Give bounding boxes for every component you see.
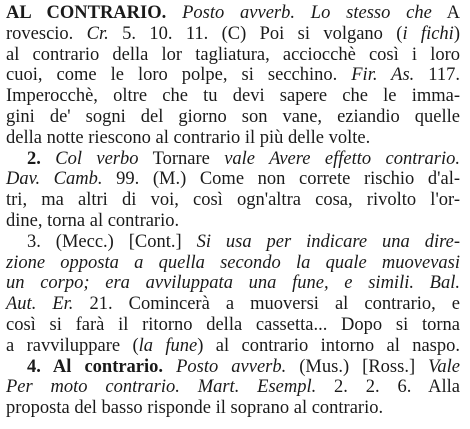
- text-run: 117.: [414, 65, 460, 86]
- text-line: [6, 107, 460, 128]
- text-line: [6, 398, 460, 419]
- text-run: 21. Comincerà a muoversi al contrario, e: [73, 294, 461, 315]
- text-run: ): [453, 23, 460, 44]
- text-run: così si farà il ritorno della cassetta... Dopo si torna: [6, 314, 460, 335]
- text-line: [6, 86, 460, 107]
- text-line: [6, 45, 460, 66]
- text-line: [6, 149, 460, 170]
- text-run: (Mus.) [Ross.]: [286, 356, 429, 377]
- text-run: A: [431, 3, 461, 23]
- bold-text: AL CONTRARIO.: [6, 3, 167, 23]
- text-line: [6, 357, 460, 378]
- text-line: [6, 128, 460, 149]
- text-line: [6, 315, 460, 336]
- italic-text: Fir. As.: [351, 65, 415, 86]
- text-run: dine, torna al contrario.: [6, 210, 180, 231]
- italic-text: Per moto contrario. Mart. Esempl.: [6, 377, 317, 398]
- italic-text: vale Avere effetto contrario.: [224, 148, 461, 169]
- text-line: [6, 377, 460, 398]
- text-run: [166, 3, 182, 23]
- italic-text: Si usa per indicare una dire-: [196, 231, 460, 252]
- text-line: [6, 24, 460, 45]
- text-run: 5. 10. 11. (C) Poi si volgano (: [108, 23, 403, 44]
- italic-text: zione opposta a quella secondo la quale muovevasi: [6, 252, 460, 273]
- text-run: Tornare: [138, 148, 225, 169]
- italic-text: la fune: [138, 335, 198, 356]
- text-run: 2. 2. 6. Alla: [316, 377, 460, 398]
- text-line: [6, 169, 460, 190]
- dictionary-entry: [6, 3, 460, 419]
- text-run: Imperocchè, oltre che tu devi sapere che le imma-: [6, 86, 460, 107]
- italic-text: un corpo; era avviluppata una fune, e simili. Bal.: [6, 273, 460, 294]
- text-run: cuoi, come le loro polpe, si secchino.: [6, 65, 352, 86]
- text-line: [6, 65, 460, 86]
- italic-text: Cr.: [86, 23, 109, 44]
- bold-text: 4. Al contrario.: [27, 356, 177, 377]
- text-line: [6, 232, 460, 253]
- text-run: a ravviluppare (: [6, 335, 139, 356]
- text-run: 3. (Mecc.) [Cont.]: [27, 231, 197, 252]
- italic-text: Posto avverb.: [176, 356, 287, 377]
- italic-text: i fichi: [402, 23, 454, 44]
- text-run: della notte riescono al contrario il più delle volte.: [6, 127, 371, 148]
- text-run: 99. (M.) Come non correte rischio d'al-: [102, 169, 460, 190]
- italic-text: Posto avverb. Lo stesso che: [182, 3, 432, 23]
- text-run: rovescio.: [6, 23, 87, 44]
- text-line: [6, 211, 460, 232]
- italic-text: Col verbo: [55, 148, 139, 169]
- text-run: ) al contrario intorno al naspo.: [197, 335, 460, 356]
- bold-text: 2.: [27, 148, 56, 169]
- italic-text: Aut. Er.: [6, 294, 74, 315]
- text-line: [6, 336, 460, 357]
- italic-text: Dav. Camb.: [6, 169, 103, 190]
- text-run: gini de' sogni del giorno son vane, eziandio quelle: [6, 106, 460, 127]
- text-line: [6, 273, 460, 294]
- italic-text: Vale: [428, 356, 461, 377]
- text-line: [6, 3, 460, 24]
- text-line: [6, 190, 460, 211]
- text-run: tri, ma altri di voi, così ogn'altra cosa, rivolto l'or-: [6, 190, 460, 211]
- text-run: al contrario della lor tagliatura, acciocchè così i loro: [6, 44, 460, 65]
- text-line: [6, 294, 460, 315]
- text-line: [6, 253, 460, 274]
- text-run: proposta del basso risponde il soprano al contrario.: [6, 398, 384, 419]
